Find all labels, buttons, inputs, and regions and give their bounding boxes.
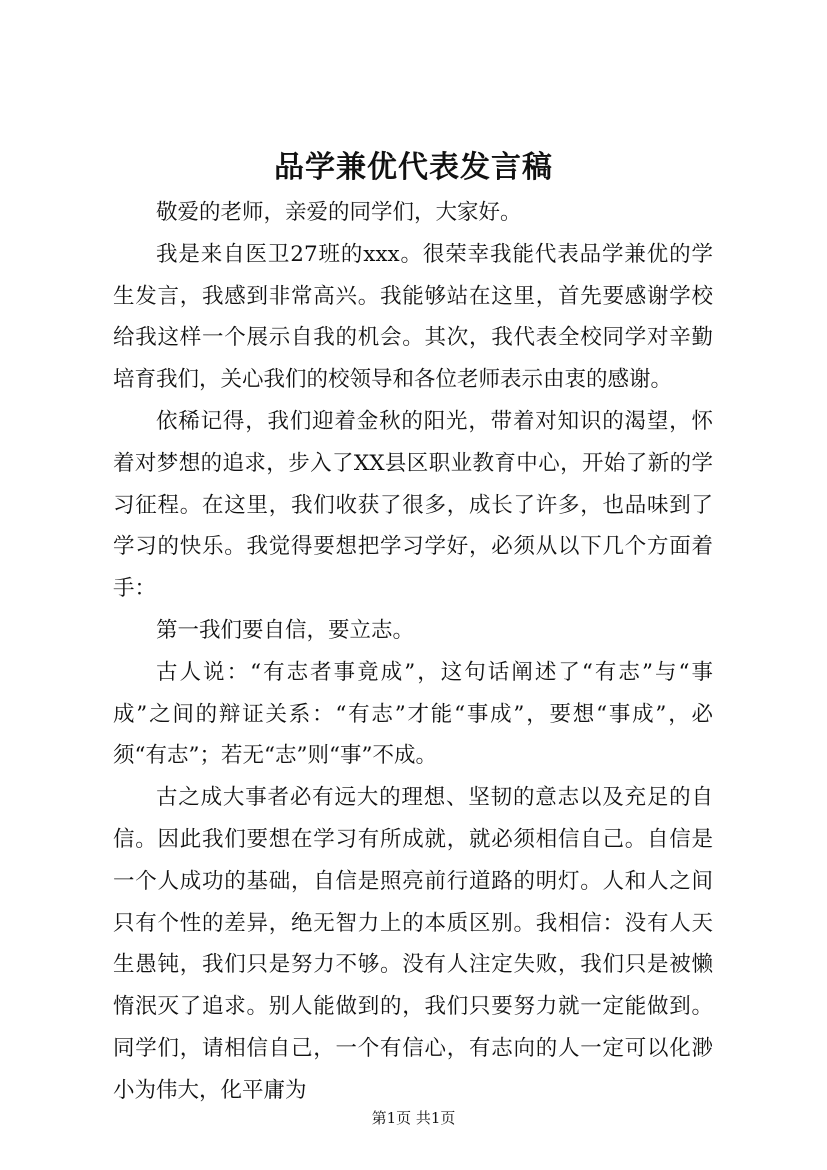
paragraph-confidence: 古之成大事者必有远大的理想、坚韧的意志以及充足的自信。因此我们要想在学习有所成就，就必须相信自己。自信是一个人成功的基础，自信是照亮前行道路的明灯。人和人之间只有个性的差异，绝无智力上的本质区别。我相信：没有人天生愚钝，我们只是努力不够。没有人注定失败，我们只是被懒惰泯灭了追求。别人能做到的，我们只要努力就一定能做到。同学们，请相信自己，一个有信心，有志向的人一定可以化渺小为伟大，化平庸为	[113, 785, 713, 1103]
paragraph-point-one: 第一我们要自信，要立志。	[156, 617, 415, 643]
paragraph-quote: 古人说：“有志者事竟成”，这句话阐述了“有志”与“事成”之间的辩证关系：“有志”才能“事成”，要想“事成”，必须“有志”；若无“志”则“事”不成。	[113, 659, 713, 769]
document-body	[113, 192, 713, 1112]
paragraph-greeting: 敬爱的老师，亲爱的同学们，大家好。	[156, 200, 522, 225]
page-footer: 第1页 共1页	[371, 1109, 456, 1127]
paragraph-memory: 依稀记得，我们迎着金秋的阳光，带着对知识的渴望，怀着对梦想的追求，步入了XX县区职业教育中心，开始了新的学习征程。在这里，我们收获了很多，成长了许多，也品味到了学习的快乐。我觉得要想把学习学好，必须从以下几个方面着手：	[113, 408, 713, 602]
paragraph-introduction: 我是来自医卫27班的xxx。很荣幸我能代表品学兼优的学生发言，我感到非常高兴。我能够站在这里，首先要感谢学校给我这样一个展示自我的机会。其次，我代表全校同学对辛勤培育我们，关心我们的校领导和各位老师表示由衷的感谢。	[113, 241, 713, 393]
document-title: 品学兼优代表发言稿	[274, 150, 553, 185]
